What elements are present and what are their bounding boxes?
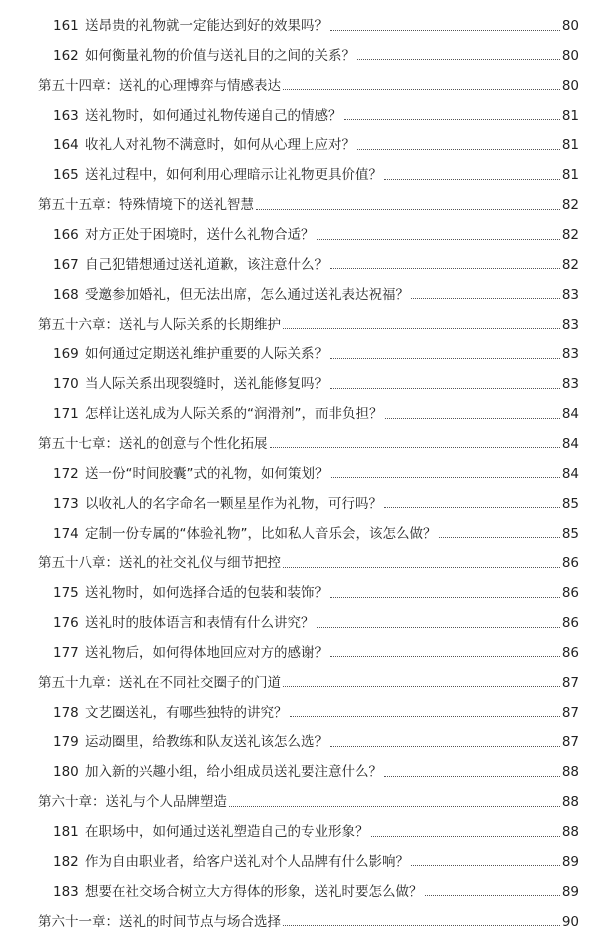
entry-title: 送礼过程中，如何利用心理暗示让礼物更具价值？ <box>85 167 382 184</box>
entry-page-number: 88 <box>561 794 579 811</box>
entry-page-number: 89 <box>561 883 579 900</box>
entry-title: 如何衡量礼物的价值与送礼目的之间的关系？ <box>85 47 355 64</box>
entry-number: 168 <box>53 286 79 303</box>
dot-leader <box>439 537 560 538</box>
entry-number: 179 <box>53 734 79 751</box>
entry-page-number: 84 <box>561 435 579 452</box>
entry-page-number: 88 <box>561 824 579 840</box>
entry-title: 送礼物后，如何得体地回应对方的感谢？ <box>85 644 328 661</box>
toc-chapter-entry[interactable] <box>38 551 579 575</box>
toc-chapter-entry[interactable] <box>38 432 579 456</box>
dot-leader <box>270 447 560 448</box>
entry-title: 送礼物时，如何通过礼物传递自己的情感？ <box>85 107 342 124</box>
entry-page-number: 81 <box>561 107 579 124</box>
toc-question-entry[interactable] <box>53 223 579 247</box>
entry-title: 对方正处于困境时，送什么礼物合适？ <box>85 227 315 243</box>
dot-leader <box>283 686 560 687</box>
entry-title: 想要在社交场合树立大方得体的形象，送礼时要怎么做？ <box>85 883 423 900</box>
entry-number: 178 <box>53 704 79 721</box>
entry-number: 172 <box>53 465 79 482</box>
toc-chapter-entry[interactable] <box>38 193 579 217</box>
toc-question-entry[interactable] <box>53 492 579 516</box>
dot-leader <box>357 149 560 150</box>
toc-question-entry[interactable] <box>53 462 579 486</box>
dot-leader <box>317 627 560 628</box>
entry-title: 如何通过定期送礼维护重要的人际关系？ <box>85 346 328 363</box>
dot-leader <box>371 836 560 837</box>
entry-title: 第五十四章：送礼的心理博弈与情感表达 <box>38 77 281 94</box>
toc-question-entry[interactable] <box>53 880 579 904</box>
entry-number: 163 <box>53 107 79 124</box>
dot-leader <box>283 567 560 568</box>
toc-question-entry[interactable] <box>53 342 579 366</box>
toc-question-entry[interactable] <box>53 133 579 157</box>
dot-leader <box>330 656 560 657</box>
dot-leader <box>357 59 560 60</box>
entry-number: 165 <box>53 167 79 184</box>
entry-title: 加入新的兴趣小组，给小组成员送礼要注意什么？ <box>85 764 382 781</box>
entry-title: 受邀参加婚礼，但无法出席，怎么通过送礼表达祝福？ <box>85 286 409 303</box>
entry-page-number: 83 <box>561 346 579 363</box>
dot-leader <box>384 776 560 777</box>
dot-leader <box>330 268 560 269</box>
toc-question-entry[interactable] <box>53 402 579 426</box>
entry-page-number: 86 <box>561 585 579 602</box>
toc-question-entry[interactable] <box>53 820 579 844</box>
entry-page-number: 85 <box>561 525 579 542</box>
toc-chapter-entry[interactable] <box>38 74 579 98</box>
entry-title: 第五十七章：送礼的创意与个性化拓展 <box>38 435 268 452</box>
dot-leader <box>330 388 560 389</box>
toc-question-entry[interactable] <box>53 283 579 307</box>
dot-leader <box>283 925 560 926</box>
entry-page-number: 86 <box>561 615 579 631</box>
dot-leader <box>283 328 560 329</box>
entry-page-number: 90 <box>561 913 579 930</box>
entry-number: 176 <box>53 615 79 631</box>
entry-page-number: 89 <box>561 853 579 870</box>
toc-question-entry[interactable] <box>53 611 579 635</box>
entry-page-number: 86 <box>561 555 579 572</box>
dot-leader <box>330 746 560 747</box>
toc-question-entry[interactable] <box>53 372 579 396</box>
dot-leader <box>411 298 560 299</box>
entry-title: 送一份“时间胶囊”式的礼物，如何策划？ <box>85 465 329 482</box>
entry-title: 运动圈里，给教练和队友送礼该怎么选？ <box>85 734 328 751</box>
toc-chapter-entry[interactable] <box>38 790 579 814</box>
entry-number: 181 <box>53 824 79 840</box>
entry-number: 171 <box>53 406 79 423</box>
entry-title: 以收礼人的名字命名一颗星星作为礼物，可行吗？ <box>85 495 382 512</box>
entry-title: 第六十章：送礼与个人品牌塑造 <box>38 794 227 811</box>
entry-page-number: 86 <box>561 644 579 661</box>
dot-leader <box>425 895 560 896</box>
entry-page-number: 84 <box>561 406 579 423</box>
entry-page-number: 83 <box>561 286 579 303</box>
entry-page-number: 81 <box>561 137 579 154</box>
entry-title: 第六十一章：送礼的时间节点与场合选择 <box>38 913 281 930</box>
entry-title: 自己犯错想通过送礼道歉，该注意什么？ <box>85 256 328 273</box>
entry-page-number: 80 <box>561 47 579 64</box>
entry-number: 167 <box>53 256 79 273</box>
entry-title: 作为自由职业者，给客户送礼对个人品牌有什么影响？ <box>85 853 409 870</box>
entry-page-number: 80 <box>561 77 579 94</box>
entry-title: 第五十八章：送礼的社交礼仪与细节把控 <box>38 555 281 572</box>
entry-number: 173 <box>53 495 79 512</box>
entry-page-number: 87 <box>561 674 579 691</box>
dot-leader <box>384 507 560 508</box>
toc-question-entry[interactable] <box>53 104 579 128</box>
dot-leader <box>330 358 560 359</box>
entry-page-number: 87 <box>561 734 579 751</box>
entry-number: 174 <box>53 525 79 542</box>
dot-leader <box>331 477 560 478</box>
dot-leader <box>385 418 560 419</box>
entry-title: 送礼物时，如何选择合适的包装和装饰？ <box>85 585 328 602</box>
toc-question-entry[interactable] <box>53 641 579 665</box>
entry-number: 170 <box>53 376 79 393</box>
entry-number: 182 <box>53 853 79 870</box>
entry-page-number: 82 <box>561 256 579 273</box>
dot-leader <box>411 865 560 866</box>
dot-leader <box>283 89 560 90</box>
dot-leader <box>290 716 560 717</box>
toc-question-entry[interactable] <box>53 760 579 784</box>
entry-page-number: 83 <box>561 376 579 393</box>
entry-number: 164 <box>53 137 79 154</box>
toc-question-entry[interactable] <box>53 581 579 605</box>
entry-title: 定制一份专属的“体验礼物”，比如私人音乐会，该怎么做？ <box>85 525 437 542</box>
dot-leader <box>317 239 560 240</box>
entry-title: 送昂贵的礼物就一定能达到好的效果吗？ <box>85 18 328 34</box>
entry-title: 送礼时的肢体语言和表情有什么讲究？ <box>85 615 315 631</box>
entry-title: 当人际关系出现裂缝时，送礼能修复吗？ <box>85 376 328 393</box>
toc-chapter-entry[interactable] <box>38 910 579 934</box>
entry-page-number: 82 <box>561 197 579 214</box>
entry-number: 166 <box>53 227 79 243</box>
entry-title: 第五十五章：特殊情境下的送礼智慧 <box>38 197 254 214</box>
toc-question-entry[interactable] <box>53 730 579 754</box>
entry-title: 文艺圈送礼，有哪些独特的讲究？ <box>85 704 288 721</box>
entry-number: 180 <box>53 764 79 781</box>
entry-title: 收礼人对礼物不满意时，如何从心理上应对？ <box>85 137 355 154</box>
entry-page-number: 87 <box>561 704 579 721</box>
entry-title: 第五十九章：送礼在不同社交圈子的门道 <box>38 674 281 691</box>
entry-number: 183 <box>53 883 79 900</box>
toc-question-entry[interactable] <box>53 44 579 68</box>
toc-question-entry[interactable] <box>53 850 579 874</box>
entry-title: 在职场中，如何通过送礼塑造自己的专业形象？ <box>85 824 369 840</box>
entry-page-number: 82 <box>561 227 579 243</box>
entry-page-number: 84 <box>561 465 579 482</box>
entry-title: 第五十六章：送礼与人际关系的长期维护 <box>38 316 281 333</box>
entry-page-number: 85 <box>561 495 579 512</box>
dot-leader <box>384 179 560 180</box>
dot-leader <box>330 30 560 31</box>
entry-number: 162 <box>53 47 79 64</box>
toc-question-entry[interactable] <box>53 701 579 725</box>
dot-leader <box>256 209 560 210</box>
toc-question-entry[interactable] <box>53 522 579 546</box>
dot-leader <box>229 806 560 807</box>
entry-title: 怎样让送礼成为人际关系的“润滑剂”，而非负担？ <box>85 406 383 423</box>
entry-page-number: 83 <box>561 316 579 333</box>
toc-chapter-entry[interactable] <box>38 313 579 337</box>
dot-leader <box>344 119 560 120</box>
dot-leader <box>330 597 560 598</box>
entry-number: 177 <box>53 644 79 661</box>
toc-question-entry[interactable] <box>53 14 579 38</box>
entry-page-number: 88 <box>561 764 579 781</box>
entry-page-number: 81 <box>561 167 579 184</box>
toc-question-entry[interactable] <box>53 163 579 187</box>
entry-page-number: 80 <box>561 18 579 34</box>
toc-chapter-entry[interactable] <box>38 671 579 695</box>
toc-question-entry[interactable] <box>53 253 579 277</box>
entry-number: 175 <box>53 585 79 602</box>
entry-number: 161 <box>53 18 79 34</box>
entry-number: 169 <box>53 346 79 363</box>
